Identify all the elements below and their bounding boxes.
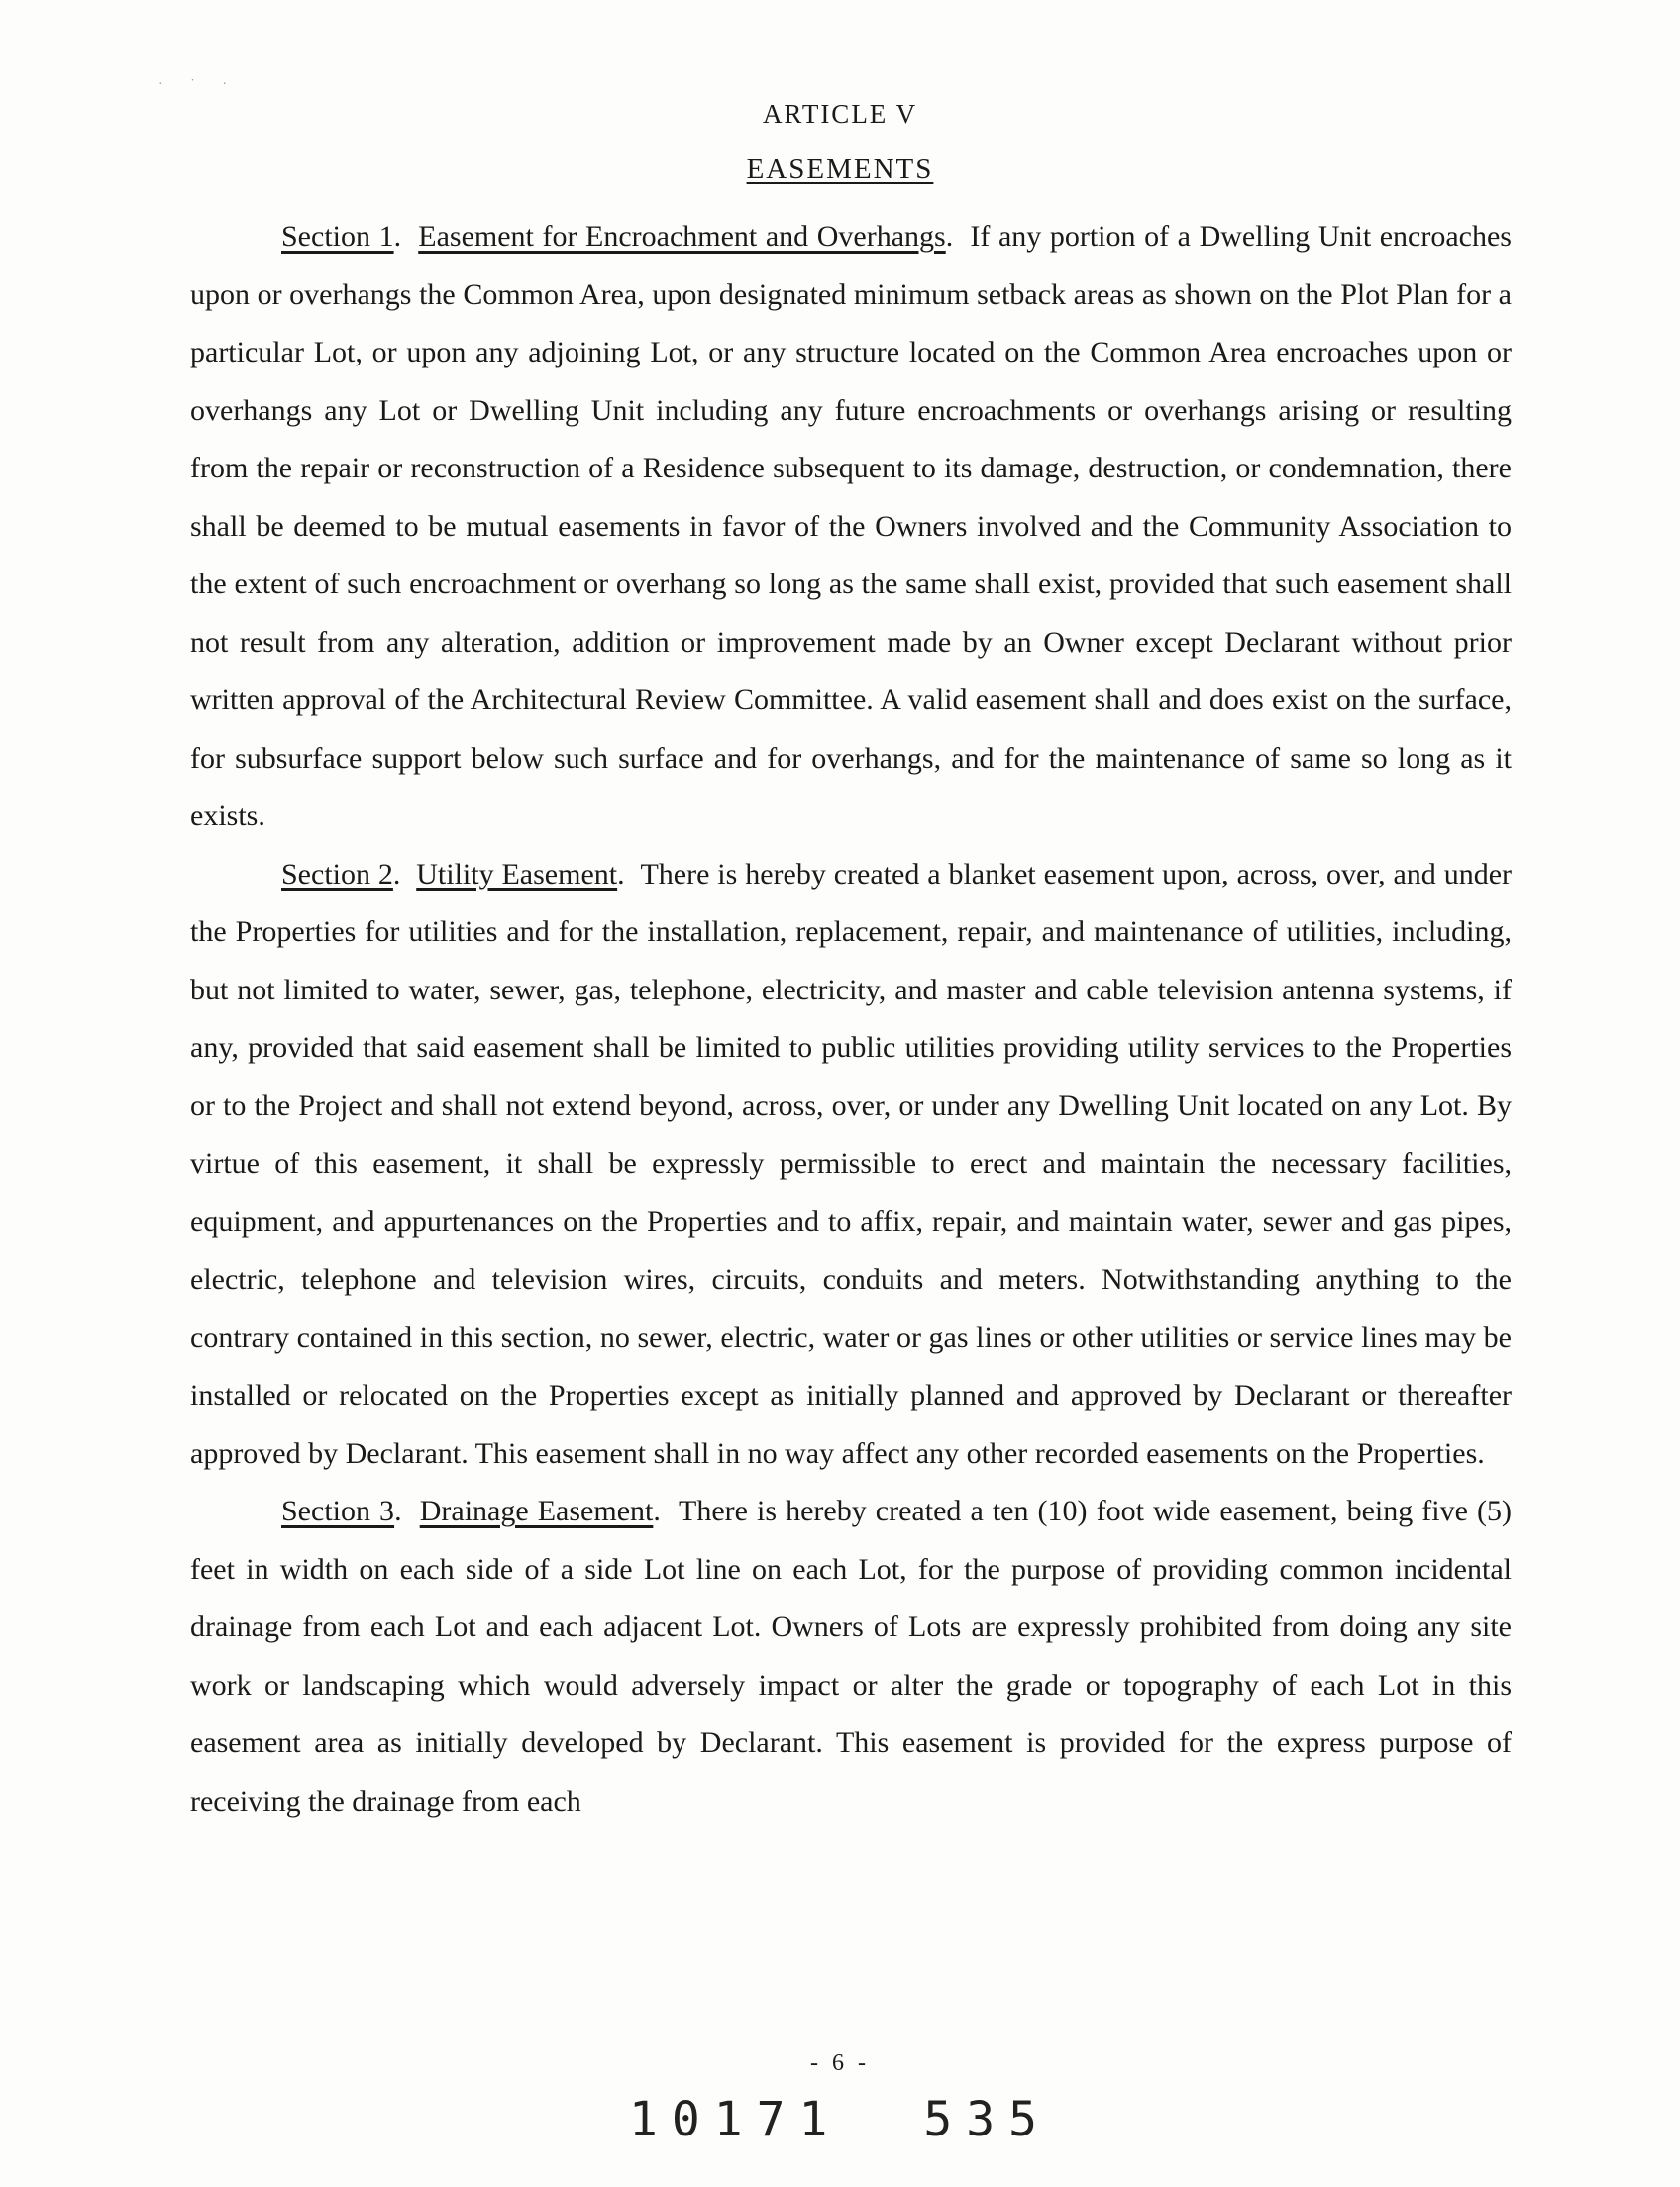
section-3-paragraph: Section 3. Drainage Easement. There is hereby created a ten (10) foot wide easement, being five (5) feet in width on each side of a side Lot line on each Lot, for the purpose of providing common incidental drainage from each Lot and each adjacent Lot. Owners of Lots are expressly prohibited from doing any site work or landscaping which would adversely impact or alter the grade or topography of each Lot in this easement area as initially developed by Declarant. This easement is provided for the express purpose of receiving the drainage from each <box>190 1495 1512 1818</box>
section-3-label: Section 3 <box>281 1495 395 1527</box>
section-1-text: If any portion of a Dwelling Unit encroaches upon or overhangs the Common Area, upon designated minimum setback areas as shown on the Plot Plan for a particular Lot, or upon any adjoining Lot, or any structure located on the Common Area encroaches upon or overhangs any Lot or Dwelling Unit including any future encroachments or overhangs arising or resulting from the repair or reconstruction of a Residence subsequent to its damage, destruction, or condemnation, there shall be deemed to be mutual easements in favor of the Owners involved and the Community Association to the extent of such encroachment or overhang so long as the same shall exist, provided that such easement shall not result from any alteration, addition or improvement made by an Owner except Declarant without prior written approval of the Architectural Review Committee. A valid easement shall and does exist on the surface, for subsurface support below such surface and for overhangs, and for the maintenance of same so long as it exists. <box>190 220 1512 832</box>
article-heading: ARTICLE V <box>762 99 918 129</box>
section-1-paragraph: Section 1. Easement for Encroachment and Overhangs. If any portion of a Dwelling Unit encroaches upon or overhangs the Common Area, upon designated minimum setback areas as shown on the Plot Plan for a particular Lot, or upon any adjoining Lot, or any structure located on the Common Area encroaches upon or overhangs any Lot or Dwelling Unit including any future encroachments or overhangs arising or resulting from the repair or reconstruction of a Residence subsequent to its damage, destruction, or condemnation, there shall be deemed to be mutual easements in favor of the Owners involved and the Community Association to the extent of such encroachment or overhang so long as the same shall exist, provided that such easement shall not result from any alteration, addition or improvement made by an Owner except Declarant without prior written approval of the Architectural Review Committee. A valid easement shall and does exist on the surface, for subsurface support below such surface and for overhangs, and for the maintenance of same so long as it exists. <box>190 220 1512 832</box>
document-body <box>190 208 1512 1830</box>
section-2-paragraph: Section 2. Utility Easement. There is hereby created a blanket easement upon, across, over, and under the Properties for utilities and for the installation, replacement, repair, and maintenance of utilities, including, but not limited to water, sewer, gas, telephone, electricity, and master and cable television antenna systems, if any, provided that said easement shall be limited to public utilities providing utility services to the Properties or to the Project and shall not extend beyond, across, over, or under any Dwelling Unit located on any Lot. By virtue of this easement, it shall be expressly permissible to erect and maintain the necessary facilities, equipment, and appurtenances on the Properties and to affix, repair, and maintain water, sewer and gas pipes, electric, telephone and television wires, circuits, conduits and meters. Notwithstanding anything to the contrary contained in this section, no sewer, electric, water or gas lines or other utilities or service lines may be installed or relocated on the Properties except as initially planned and approved by Declarant or thereafter approved by Declarant. This easement shall in no way affect any other recorded easements on the Properties. <box>190 857 1513 1470</box>
section-3-heading: Drainage Easement <box>419 1495 654 1527</box>
section-3-text: There is hereby created a ten (10) foot wide easement, being five (5) feet in width on each side of a side Lot line on each Lot, for the purpose of providing common incidental drainage from each Lot and each adjacent Lot. Owners of Lots are expressly prohibited from doing any site work or landscaping which would adversely impact or alter the grade or topography of each Lot in this easement area as initially developed by Declarant. This easement is provided for the express purpose of receiving the drainage from each <box>190 1495 1512 1818</box>
page-number: - 6 - <box>810 2050 870 2076</box>
section-1-heading: Easement for Encroachment and Overhangs <box>418 220 946 253</box>
scan-artifact-specks: · ˙ · <box>158 77 239 92</box>
article-title: EASEMENTS <box>746 154 934 185</box>
section-1-label: Section 1 <box>281 220 394 253</box>
section-2-text: There is hereby created a blanket easement upon, across, over, and under the Properties for utilities and for the installation, replacement, repair, and maintenance of utilities, including, but not limited to water, sewer, gas, telephone, electricity, and master and cable television antenna systems, if any, provided that said easement shall be limited to public utilities providing utility services to the Properties or to the Project and shall not extend beyond, across, over, or under any Dwelling Unit located on any Lot. By virtue of this easement, it shall be expressly permissible to erect and maintain the necessary facilities, equipment, and appurtenances on the Properties and to affix, repair, and maintain water, sewer and gas pipes, electric, telephone and television wires, circuits, conduits and meters. Notwithstanding anything to the contrary contained in this section, no sewer, electric, water or gas lines or other utilities or service lines may be installed or relocated on the Properties except as initially planned and approved by Declarant or thereafter approved by Declarant. This easement shall in no way affect any other recorded easements on the Properties. <box>190 857 1513 1470</box>
record-stamp-number: 10171 535 <box>628 2092 1052 2147</box>
section-2-label: Section 2 <box>281 857 393 890</box>
section-2-heading: Utility Easement <box>416 857 618 890</box>
